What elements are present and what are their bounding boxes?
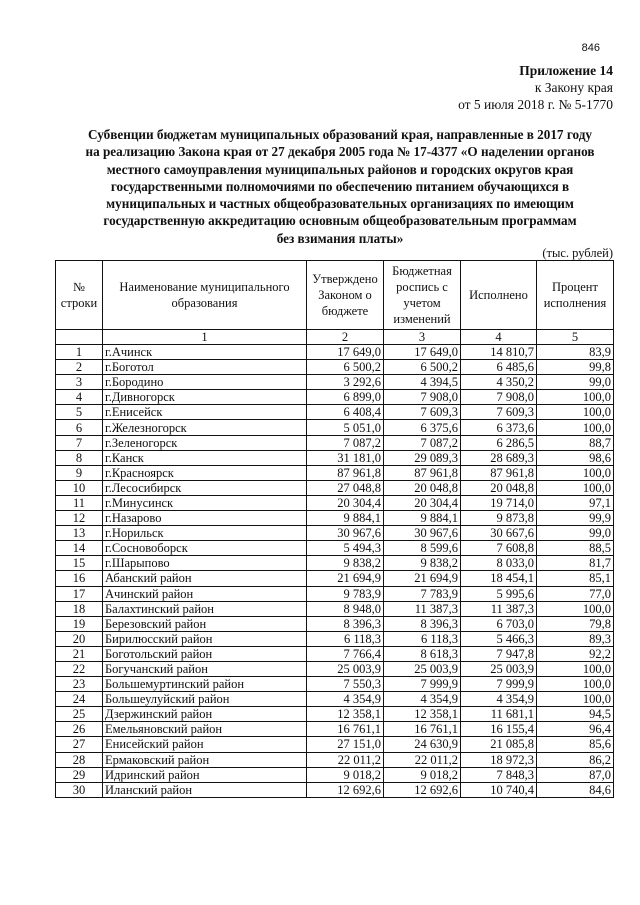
header-municipality: Наименование муниципального образования bbox=[103, 261, 307, 330]
executed-cell: 7 908,0 bbox=[461, 390, 537, 405]
executed-cell: 28 689,3 bbox=[461, 450, 537, 465]
column-index-row bbox=[56, 330, 614, 345]
percent-cell: 99,0 bbox=[537, 526, 614, 541]
percent-cell: 89,3 bbox=[537, 631, 614, 646]
budget-schedule-cell: 6 118,3 bbox=[384, 631, 461, 646]
approved-cell: 7 766,4 bbox=[307, 646, 384, 661]
row-number-cell: 16 bbox=[56, 571, 103, 586]
title-line: муниципальных и частных общеобразовательных организациях по имеющим bbox=[106, 196, 574, 212]
percent-cell: 79,8 bbox=[537, 616, 614, 631]
percent-cell: 88,5 bbox=[537, 541, 614, 556]
row-number-cell: 20 bbox=[56, 631, 103, 646]
percent-cell: 81,7 bbox=[537, 556, 614, 571]
approved-cell: 6 408,4 bbox=[307, 405, 384, 420]
budget-schedule-cell: 24 630,9 bbox=[384, 737, 461, 752]
approved-cell: 6 118,3 bbox=[307, 631, 384, 646]
percent-cell: 99,9 bbox=[537, 511, 614, 526]
budget-schedule-cell: 6 500,2 bbox=[384, 360, 461, 375]
table-row bbox=[56, 556, 614, 571]
document-title bbox=[60, 126, 620, 247]
percent-cell: 100,0 bbox=[537, 405, 614, 420]
row-number-cell: 13 bbox=[56, 526, 103, 541]
title-line: государственными полномочиями по обеспечению питанием обучающихся в bbox=[110, 178, 570, 194]
title-line: Субвенции бюджетам муниципальных образований края, направленные в 2017 году bbox=[88, 127, 592, 142]
municipality-cell: Идринский район bbox=[103, 767, 307, 782]
budget-schedule-cell: 11 387,3 bbox=[384, 601, 461, 616]
table-row bbox=[56, 782, 614, 797]
executed-cell: 21 085,8 bbox=[461, 737, 537, 752]
budget-schedule-cell: 8 396,3 bbox=[384, 616, 461, 631]
municipality-cell: Абанский район bbox=[103, 571, 307, 586]
row-number-cell: 26 bbox=[56, 722, 103, 737]
appendix-title: Приложение 14 bbox=[519, 63, 613, 78]
table-row bbox=[56, 586, 614, 601]
municipality-cell: Боготольский район bbox=[103, 646, 307, 661]
approved-cell: 5 051,0 bbox=[307, 420, 384, 435]
approved-cell: 21 694,9 bbox=[307, 571, 384, 586]
municipality-cell: г.Назарово bbox=[103, 511, 307, 526]
municipality-cell: г.Дивногорск bbox=[103, 390, 307, 405]
approved-cell: 12 358,1 bbox=[307, 707, 384, 722]
header-budget-schedule: Бюджетная роспись с учетом изменений bbox=[384, 261, 461, 330]
approved-cell: 7 087,2 bbox=[307, 435, 384, 450]
executed-cell: 4 350,2 bbox=[461, 375, 537, 390]
percent-cell: 83,9 bbox=[537, 345, 614, 360]
header-approved: Утверждено Законом о бюджете bbox=[307, 261, 384, 330]
row-number-cell: 7 bbox=[56, 435, 103, 450]
municipality-cell: Бирилюсский район bbox=[103, 631, 307, 646]
approved-cell: 6 899,0 bbox=[307, 390, 384, 405]
municipality-cell: г.Сосновоборск bbox=[103, 541, 307, 556]
executed-cell: 5 466,3 bbox=[461, 631, 537, 646]
budget-schedule-cell: 12 358,1 bbox=[384, 707, 461, 722]
budget-schedule-cell: 16 761,1 bbox=[384, 722, 461, 737]
budget-schedule-cell: 20 304,4 bbox=[384, 495, 461, 510]
budget-schedule-cell: 8 618,3 bbox=[384, 646, 461, 661]
row-number-cell: 3 bbox=[56, 375, 103, 390]
percent-cell: 77,0 bbox=[537, 586, 614, 601]
municipality-cell: Ачинский район bbox=[103, 586, 307, 601]
percent-cell: 99,8 bbox=[537, 360, 614, 375]
executed-cell: 7 947,8 bbox=[461, 646, 537, 661]
percent-cell: 87,0 bbox=[537, 767, 614, 782]
row-number-cell: 6 bbox=[56, 420, 103, 435]
budget-schedule-cell: 12 692,6 bbox=[384, 782, 461, 797]
budget-schedule-cell: 22 011,2 bbox=[384, 752, 461, 767]
table-row bbox=[56, 541, 614, 556]
municipality-cell: г.Бородино bbox=[103, 375, 307, 390]
executed-cell: 6 286,5 bbox=[461, 435, 537, 450]
approved-cell: 27 048,8 bbox=[307, 480, 384, 495]
approved-cell: 20 304,4 bbox=[307, 495, 384, 510]
table-row bbox=[56, 767, 614, 782]
table-row bbox=[56, 345, 614, 360]
municipality-cell: Ермаковский район bbox=[103, 752, 307, 767]
percent-cell: 88,7 bbox=[537, 435, 614, 450]
budget-schedule-cell: 30 967,6 bbox=[384, 526, 461, 541]
budget-schedule-cell: 29 089,3 bbox=[384, 450, 461, 465]
percent-cell: 84,6 bbox=[537, 782, 614, 797]
municipality-cell: г.Боготол bbox=[103, 360, 307, 375]
table-row bbox=[56, 737, 614, 752]
table-row bbox=[56, 480, 614, 495]
approved-cell: 8 396,3 bbox=[307, 616, 384, 631]
row-number-cell: 29 bbox=[56, 767, 103, 782]
appendix-header bbox=[458, 62, 613, 113]
executed-cell: 19 714,0 bbox=[461, 495, 537, 510]
row-number-cell: 18 bbox=[56, 601, 103, 616]
executed-cell: 10 740,4 bbox=[461, 782, 537, 797]
municipality-cell: Енисейский район bbox=[103, 737, 307, 752]
executed-cell: 18 972,3 bbox=[461, 752, 537, 767]
approved-cell: 9 018,2 bbox=[307, 767, 384, 782]
budget-schedule-cell: 8 599,6 bbox=[384, 541, 461, 556]
row-number-cell: 28 bbox=[56, 752, 103, 767]
executed-cell: 7 848,3 bbox=[461, 767, 537, 782]
approved-cell: 3 292,6 bbox=[307, 375, 384, 390]
budget-schedule-cell: 7 783,9 bbox=[384, 586, 461, 601]
executed-cell: 30 667,6 bbox=[461, 526, 537, 541]
row-number-cell: 24 bbox=[56, 692, 103, 707]
approved-cell: 31 181,0 bbox=[307, 450, 384, 465]
executed-cell: 8 033,0 bbox=[461, 556, 537, 571]
table-row bbox=[56, 420, 614, 435]
approved-cell: 7 550,3 bbox=[307, 677, 384, 692]
table-header-row bbox=[56, 261, 614, 330]
table-row bbox=[56, 405, 614, 420]
executed-cell: 6 373,6 bbox=[461, 420, 537, 435]
table-row bbox=[56, 631, 614, 646]
municipality-cell: Иланский район bbox=[103, 782, 307, 797]
percent-cell: 94,5 bbox=[537, 707, 614, 722]
executed-cell: 11 387,3 bbox=[461, 601, 537, 616]
table-row bbox=[56, 571, 614, 586]
executed-cell: 7 999,9 bbox=[461, 677, 537, 692]
title-line: на реализацию Закона края от 27 декабря 2005 года № 17-4377 «О наделении органов bbox=[85, 144, 595, 160]
approved-cell: 16 761,1 bbox=[307, 722, 384, 737]
executed-cell: 14 810,7 bbox=[461, 345, 537, 360]
approved-cell: 30 967,6 bbox=[307, 526, 384, 541]
executed-cell: 6 703,0 bbox=[461, 616, 537, 631]
index-cell: 3 bbox=[384, 330, 461, 345]
executed-cell: 7 608,8 bbox=[461, 541, 537, 556]
table-row bbox=[56, 601, 614, 616]
row-number-cell: 10 bbox=[56, 480, 103, 495]
percent-cell: 99,0 bbox=[537, 375, 614, 390]
approved-cell: 6 500,2 bbox=[307, 360, 384, 375]
row-number-cell: 11 bbox=[56, 495, 103, 510]
executed-cell: 87 961,8 bbox=[461, 465, 537, 480]
header-percent: Процент исполнения bbox=[537, 261, 614, 330]
table-row bbox=[56, 511, 614, 526]
approved-cell: 17 649,0 bbox=[307, 345, 384, 360]
table-row bbox=[56, 752, 614, 767]
municipality-cell: г.Минусинск bbox=[103, 495, 307, 510]
approved-cell: 12 692,6 bbox=[307, 782, 384, 797]
percent-cell: 100,0 bbox=[537, 677, 614, 692]
municipality-cell: Емельяновский район bbox=[103, 722, 307, 737]
index-cell: 2 bbox=[307, 330, 384, 345]
executed-cell: 7 609,3 bbox=[461, 405, 537, 420]
units-label: (тыс. рублей) bbox=[542, 246, 613, 260]
percent-cell: 97,1 bbox=[537, 495, 614, 510]
header-row-number: № строки bbox=[56, 261, 103, 330]
municipality-cell: Большемуртинский район bbox=[103, 677, 307, 692]
budget-schedule-cell: 6 375,6 bbox=[384, 420, 461, 435]
municipality-cell: г.Канск bbox=[103, 450, 307, 465]
table-row bbox=[56, 450, 614, 465]
row-number-cell: 5 bbox=[56, 405, 103, 420]
appendix-date: от 5 июля 2018 г. № 5-1770 bbox=[458, 97, 613, 112]
percent-cell: 100,0 bbox=[537, 661, 614, 676]
approved-cell: 8 948,0 bbox=[307, 601, 384, 616]
row-number-cell: 15 bbox=[56, 556, 103, 571]
percent-cell: 100,0 bbox=[537, 692, 614, 707]
budget-schedule-cell: 25 003,9 bbox=[384, 661, 461, 676]
index-cell: 1 bbox=[103, 330, 307, 345]
budget-schedule-cell: 9 838,2 bbox=[384, 556, 461, 571]
row-number-cell: 21 bbox=[56, 646, 103, 661]
municipality-cell: г.Енисейск bbox=[103, 405, 307, 420]
row-number-cell: 9 bbox=[56, 465, 103, 480]
percent-cell: 92,2 bbox=[537, 646, 614, 661]
title-line: государственную аккредитацию основным общеобразовательным программам bbox=[103, 213, 577, 229]
municipality-cell: Богучанский район bbox=[103, 661, 307, 676]
row-number-cell: 17 bbox=[56, 586, 103, 601]
approved-cell: 5 494,3 bbox=[307, 541, 384, 556]
approved-cell: 9 884,1 bbox=[307, 511, 384, 526]
row-number-cell: 8 bbox=[56, 450, 103, 465]
percent-cell: 98,6 bbox=[537, 450, 614, 465]
municipality-cell: Балахтинский район bbox=[103, 601, 307, 616]
percent-cell: 100,0 bbox=[537, 480, 614, 495]
table-row bbox=[56, 661, 614, 676]
approved-cell: 9 783,9 bbox=[307, 586, 384, 601]
percent-cell: 96,4 bbox=[537, 722, 614, 737]
percent-cell: 100,0 bbox=[537, 465, 614, 480]
municipality-cell: Дзержинский район bbox=[103, 707, 307, 722]
row-number-cell: 2 bbox=[56, 360, 103, 375]
table-row bbox=[56, 435, 614, 450]
table-row bbox=[56, 707, 614, 722]
budget-schedule-cell: 4 394,5 bbox=[384, 375, 461, 390]
executed-cell: 16 155,4 bbox=[461, 722, 537, 737]
row-number-cell: 12 bbox=[56, 511, 103, 526]
executed-cell: 11 681,1 bbox=[461, 707, 537, 722]
row-number-cell: 14 bbox=[56, 541, 103, 556]
table-row bbox=[56, 692, 614, 707]
budget-schedule-cell: 9 884,1 bbox=[384, 511, 461, 526]
budget-schedule-cell: 7 908,0 bbox=[384, 390, 461, 405]
executed-cell: 5 995,6 bbox=[461, 586, 537, 601]
executed-cell: 4 354,9 bbox=[461, 692, 537, 707]
title-line: местного самоуправления муниципальных районов и городских округов края bbox=[106, 161, 574, 177]
percent-cell: 85,6 bbox=[537, 737, 614, 752]
budget-schedule-cell: 21 694,9 bbox=[384, 571, 461, 586]
table-row bbox=[56, 495, 614, 510]
row-number-cell: 23 bbox=[56, 677, 103, 692]
index-cell: 5 bbox=[537, 330, 614, 345]
municipality-cell: г.Лесосибирск bbox=[103, 480, 307, 495]
executed-cell: 20 048,8 bbox=[461, 480, 537, 495]
approved-cell: 22 011,2 bbox=[307, 752, 384, 767]
title-line: без взимания платы» bbox=[276, 230, 404, 246]
table-row bbox=[56, 360, 614, 375]
table-row bbox=[56, 390, 614, 405]
municipality-cell: г.Красноярск bbox=[103, 465, 307, 480]
executed-cell: 25 003,9 bbox=[461, 661, 537, 676]
row-number-cell: 27 bbox=[56, 737, 103, 752]
table-row bbox=[56, 722, 614, 737]
row-number-cell: 22 bbox=[56, 661, 103, 676]
appendix-law-ref: к Закону края bbox=[534, 80, 613, 95]
budget-schedule-cell: 7 999,9 bbox=[384, 677, 461, 692]
percent-cell: 86,2 bbox=[537, 752, 614, 767]
budget-schedule-cell: 7 087,2 bbox=[384, 435, 461, 450]
row-number-cell: 30 bbox=[56, 782, 103, 797]
header-executed: Исполнено bbox=[461, 261, 537, 330]
executed-cell: 9 873,8 bbox=[461, 511, 537, 526]
table-row bbox=[56, 677, 614, 692]
index-cell: 4 bbox=[461, 330, 537, 345]
municipality-cell: г.Ачинск bbox=[103, 345, 307, 360]
budget-schedule-cell: 87 961,8 bbox=[384, 465, 461, 480]
approved-cell: 9 838,2 bbox=[307, 556, 384, 571]
executed-cell: 18 454,1 bbox=[461, 571, 537, 586]
municipality-cell: Большеулуйский район bbox=[103, 692, 307, 707]
municipality-cell: г.Железногорск bbox=[103, 420, 307, 435]
page-number: 846 bbox=[581, 42, 600, 54]
table-row bbox=[56, 375, 614, 390]
row-number-cell: 4 bbox=[56, 390, 103, 405]
percent-cell: 85,1 bbox=[537, 571, 614, 586]
row-number-cell: 25 bbox=[56, 707, 103, 722]
budget-schedule-cell: 7 609,3 bbox=[384, 405, 461, 420]
approved-cell: 25 003,9 bbox=[307, 661, 384, 676]
executed-cell: 6 485,6 bbox=[461, 360, 537, 375]
table-row bbox=[56, 616, 614, 631]
table-row bbox=[56, 465, 614, 480]
budget-schedule-cell: 17 649,0 bbox=[384, 345, 461, 360]
row-number-cell: 1 bbox=[56, 345, 103, 360]
municipality-cell: г.Норильск bbox=[103, 526, 307, 541]
percent-cell: 100,0 bbox=[537, 420, 614, 435]
percent-cell: 100,0 bbox=[537, 601, 614, 616]
table-row bbox=[56, 526, 614, 541]
table-row bbox=[56, 646, 614, 661]
subventions-table bbox=[55, 260, 614, 798]
municipality-cell: Березовский район bbox=[103, 616, 307, 631]
index-cell bbox=[56, 330, 103, 345]
municipality-cell: г.Зеленогорск bbox=[103, 435, 307, 450]
approved-cell: 27 151,0 bbox=[307, 737, 384, 752]
row-number-cell: 19 bbox=[56, 616, 103, 631]
approved-cell: 87 961,8 bbox=[307, 465, 384, 480]
budget-schedule-cell: 20 048,8 bbox=[384, 480, 461, 495]
budget-schedule-cell: 4 354,9 bbox=[384, 692, 461, 707]
percent-cell: 100,0 bbox=[537, 390, 614, 405]
municipality-cell: г.Шарыпово bbox=[103, 556, 307, 571]
approved-cell: 4 354,9 bbox=[307, 692, 384, 707]
budget-schedule-cell: 9 018,2 bbox=[384, 767, 461, 782]
